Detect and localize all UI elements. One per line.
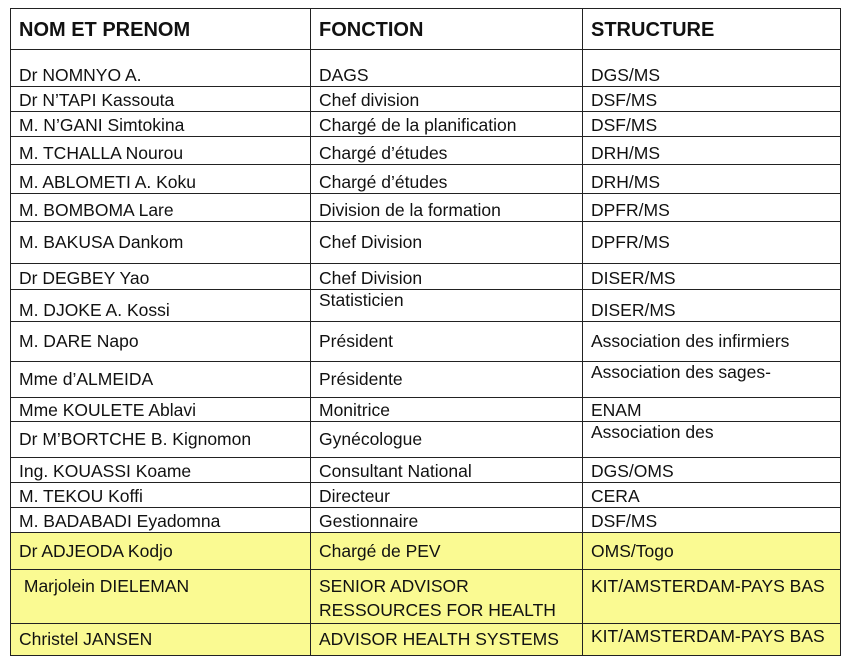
cell-name: Ing. KOUASSI Koame bbox=[11, 458, 311, 483]
table-row bbox=[11, 194, 841, 222]
cell-name: Dr DEGBEY Yao bbox=[11, 264, 311, 290]
cell-structure: Association des infirmiers bbox=[583, 322, 841, 362]
header-fonction: FONCTION bbox=[311, 9, 583, 50]
cell-structure: DPFR/MS bbox=[583, 222, 841, 264]
cell-fonction: Chargé de PEV bbox=[311, 533, 583, 570]
table-row bbox=[11, 112, 841, 137]
cell-name: M. BAKUSA Dankom bbox=[11, 222, 311, 264]
table-row bbox=[11, 264, 841, 290]
participants-table bbox=[10, 8, 841, 656]
cell-structure: ENAM bbox=[583, 398, 841, 422]
table-row bbox=[11, 362, 841, 398]
cell-name: M. DARE Napo bbox=[11, 322, 311, 362]
cell-fonction: Chargé de la planification bbox=[311, 112, 583, 137]
cell-structure: OMS/Togo bbox=[583, 533, 841, 570]
cell-structure: DRH/MS bbox=[583, 165, 841, 194]
header-name: NOM ET PRENOM bbox=[11, 9, 311, 50]
table-row bbox=[11, 458, 841, 483]
cell-fonction: DAGS bbox=[311, 50, 583, 87]
cell-structure bbox=[583, 422, 841, 458]
cell-fonction: Chargé d’études bbox=[311, 137, 583, 165]
table-row bbox=[11, 50, 841, 87]
cell-fonction: Chargé d’études bbox=[311, 165, 583, 194]
table-row bbox=[11, 422, 841, 458]
table-row bbox=[11, 322, 841, 362]
table-row bbox=[11, 508, 841, 533]
cell-fonction: Division de la formation bbox=[311, 194, 583, 222]
cell-name: Dr N’TAPI Kassouta bbox=[11, 87, 311, 112]
cell-name: Dr M’BORTCHE B. Kignomon bbox=[11, 422, 311, 458]
cell-fonction: Chef Division bbox=[311, 222, 583, 264]
cell-structure: CERA bbox=[583, 483, 841, 508]
table-row bbox=[11, 290, 841, 322]
cell-structure: DRH/MS bbox=[583, 137, 841, 165]
cell-name: M. BOMBOMA Lare bbox=[11, 194, 311, 222]
cell-fonction: Consultant National bbox=[311, 458, 583, 483]
cell-name: M. BADABADI Eyadomna bbox=[11, 508, 311, 533]
cell-name: M. TCHALLA Nourou bbox=[11, 137, 311, 165]
cell-fonction: Président bbox=[311, 322, 583, 362]
cell-structure: DGS/OMS bbox=[583, 458, 841, 483]
cell-fonction: Gynécologue bbox=[311, 422, 583, 458]
cell-fonction: Statisticien bbox=[311, 290, 583, 322]
cell-fonction: SENIOR ADVISOR RESSOURCES FOR HEALTH bbox=[311, 570, 583, 624]
table-row-highlighted bbox=[11, 533, 841, 570]
cell-name: M. ABLOMETI A. Koku bbox=[11, 165, 311, 194]
cell-name: Marjolein DIELEMAN bbox=[11, 570, 311, 624]
cell-fonction: Gestionnaire bbox=[311, 508, 583, 533]
table-row bbox=[11, 398, 841, 422]
cell-fonction: Présidente bbox=[311, 362, 583, 398]
cell-structure: DPFR/MS bbox=[583, 194, 841, 222]
cell-structure: DGS/MS bbox=[583, 50, 841, 87]
cell-name: Christel JANSEN bbox=[11, 624, 311, 656]
cell-structure: KIT/AMSTERDAM-PAYS BAS bbox=[583, 624, 841, 656]
table-row bbox=[11, 483, 841, 508]
cell-structure: DSF/MS bbox=[583, 87, 841, 112]
header-structure: STRUCTURE bbox=[583, 9, 841, 50]
structure-text: Association des bbox=[591, 422, 714, 442]
cell-structure: KIT/AMSTERDAM-PAYS BAS bbox=[583, 570, 841, 624]
cell-fonction: Directeur bbox=[311, 483, 583, 508]
table-row bbox=[11, 165, 841, 194]
structure-text: Association des sages- bbox=[591, 362, 771, 382]
cell-name: M. N’GANI Simtokina bbox=[11, 112, 311, 137]
table-row bbox=[11, 87, 841, 112]
cell-name: Dr ADJEODA Kodjo bbox=[11, 533, 311, 570]
cell-structure: DSF/MS bbox=[583, 508, 841, 533]
cell-fonction: Chef Division bbox=[311, 264, 583, 290]
cell-fonction: Monitrice bbox=[311, 398, 583, 422]
cell-name: Mme d’ALMEIDA bbox=[11, 362, 311, 398]
table-row-highlighted bbox=[11, 624, 841, 656]
cell-name: M. TEKOU Koffi bbox=[11, 483, 311, 508]
cell-fonction: Chef division bbox=[311, 87, 583, 112]
cell-structure: DISER/MS bbox=[583, 290, 841, 322]
cell-fonction: ADVISOR HEALTH SYSTEMS bbox=[311, 624, 583, 656]
cell-name: M. DJOKE A. Kossi bbox=[11, 290, 311, 322]
table-header-row bbox=[11, 9, 841, 50]
table-row bbox=[11, 137, 841, 165]
table-row bbox=[11, 222, 841, 264]
table-row-highlighted bbox=[11, 570, 841, 624]
cell-structure: DISER/MS bbox=[583, 264, 841, 290]
cell-name: Mme KOULETE Ablavi bbox=[11, 398, 311, 422]
cell-structure: DSF/MS bbox=[583, 112, 841, 137]
cell-name: Dr NOMNYO A. bbox=[11, 50, 311, 87]
cell-structure bbox=[583, 362, 841, 398]
